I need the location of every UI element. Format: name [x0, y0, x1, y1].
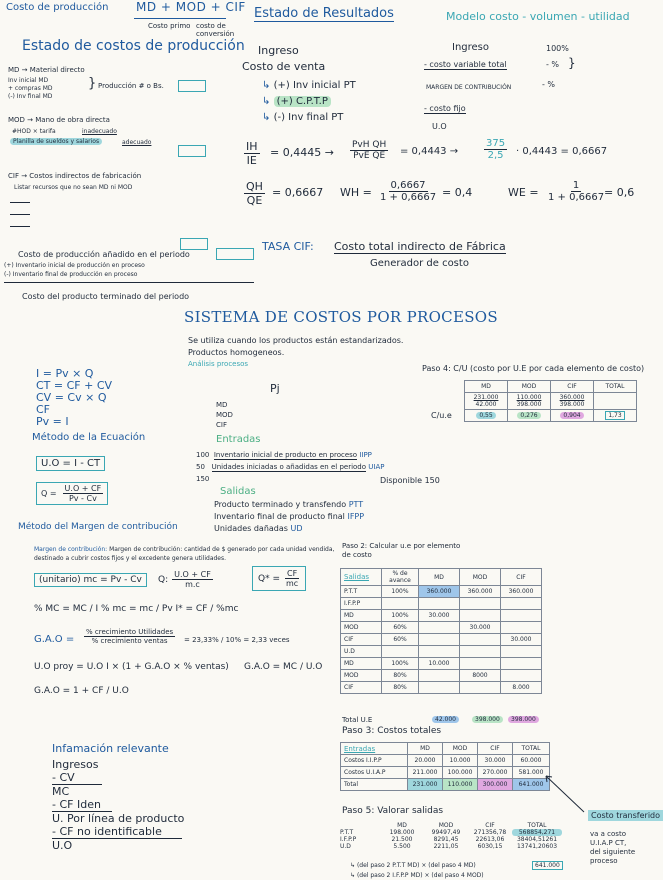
table-row — [340, 829, 562, 836]
uo-proy: U.O proy = U.O I × (1 + G.A.O × % ventas) — [34, 662, 229, 672]
ratio-ih-ie: $\frac{IH}{IE}$ — [246, 140, 258, 167]
table-cell — [460, 646, 501, 658]
modelo-margen: MARGEN DE CONTRIBUCIÓN — [426, 84, 512, 91]
cif-blank-line — [10, 226, 30, 227]
margen-def2: destinado a cubrir costos fijos y el excedente genera utilidades. — [34, 555, 227, 562]
prod-added: Costo de producción añadido en el periodo — [18, 250, 190, 259]
table-cell: P.T.T — [340, 829, 354, 836]
formula-cf: CF — [36, 403, 51, 416]
paso5-header: MD — [397, 822, 407, 829]
table-row — [341, 586, 542, 598]
cif-blank-line — [10, 202, 30, 203]
table-row — [341, 610, 542, 622]
table-cell: 211.000 — [408, 767, 443, 779]
table-row — [341, 670, 542, 682]
table-cell: Costos U.I.A.P — [341, 767, 408, 779]
md-brace: } — [88, 76, 97, 91]
info-title: Infamación relevante — [52, 742, 169, 755]
paso5-note2: ↳ (del paso 2 I.F.P.P MD) × (del paso 4 MOD) — [350, 872, 484, 879]
md-item: + compras MD — [8, 85, 53, 92]
table-cell: I.F.P.P — [341, 598, 382, 610]
table-row — [341, 646, 542, 658]
gao2: G.A.O = MC / U.O — [244, 662, 323, 672]
table-cell: 641.000 — [513, 779, 550, 791]
table-cell — [419, 598, 460, 610]
formula-underline — [134, 18, 226, 19]
ratio-we-val: = 0,6 — [604, 186, 635, 199]
paso4-cell: 360.000 398.000 — [551, 393, 594, 410]
gao-val: = 23,33% / 10% = 2,33 veces — [184, 636, 290, 644]
paso3-header: Entradas — [341, 743, 408, 755]
table-cell: 60% — [382, 634, 419, 646]
table-cell: 8000 — [460, 670, 501, 682]
table-cell: 30.000 — [478, 755, 513, 767]
paso2-header: MOD — [460, 569, 501, 586]
table-cell: MD — [341, 658, 382, 670]
table-cell: 270.000 — [478, 767, 513, 779]
paso4-header: CIF — [551, 381, 594, 393]
formula-cv: CV = Cv × Q — [36, 391, 107, 404]
inv-inicial-proceso: (+) Inventario inicial de producción en proceso — [4, 262, 145, 269]
table-cell: 100% — [382, 658, 419, 670]
paso3-header: TOTAL — [513, 743, 550, 755]
table-cell: 110.000 — [443, 779, 478, 791]
cpt-line: Costo del producto terminado del periodo — [22, 292, 190, 301]
pj-item: MD — [216, 401, 228, 409]
salidas-title: Salidas — [220, 486, 256, 497]
md-items — [8, 77, 53, 101]
cif-blank-line — [10, 214, 30, 215]
paso4-total: 1,73 — [594, 410, 637, 422]
sal-row-3: Unidades dañadas UD — [214, 524, 303, 533]
table-cell: 13741,20603 — [516, 843, 558, 850]
info-item: U. Por línea de producto — [52, 812, 185, 825]
table-cell: MOD — [341, 622, 382, 634]
paso5-total: 641.000 — [532, 861, 563, 870]
tasa-cif-numerator: Costo total indirecto de Fábrica — [334, 240, 506, 253]
table-row — [341, 682, 542, 694]
table-cell — [419, 646, 460, 658]
gao-frac: $\frac{\text{\% crecimiento Utilidades}}{\text{\% crecimiento ventas}}$ — [86, 628, 174, 645]
info-list — [52, 758, 184, 852]
paso3-title: Paso 3: Costos totales — [342, 726, 442, 736]
ratio-wh-val: = 0,4 — [442, 186, 473, 199]
table-cell — [460, 598, 501, 610]
table-cell — [501, 658, 542, 670]
q-mc: Q: $\frac{U.O + CF}{m.c}$ — [158, 570, 211, 589]
q-star: Q* = $\frac{CF}{mc}$ — [252, 566, 306, 591]
paso5-grid — [340, 822, 562, 850]
mod-note-inadecuado: inadecuado — [82, 128, 117, 135]
modelo-margen-pct: - % — [542, 80, 556, 89]
er-cptp: ↳ (+) C.P.T.P — [262, 96, 331, 107]
paso2-total: 42.000 — [432, 716, 459, 723]
sistema-line2: Productos homogeneos. — [188, 348, 285, 357]
estado-resultados-title: Estado de Resultados — [254, 6, 394, 21]
table-cell: 30.000 — [501, 634, 542, 646]
table-cell: 360.000 — [460, 586, 501, 598]
paso2-header: % de avance — [382, 569, 419, 586]
costo-produccion-label: Costo de producción — [6, 2, 109, 13]
paso3-table — [340, 742, 550, 791]
paso4-cell: 110.000 398.000 — [508, 393, 551, 410]
tasa-cif-label: TASA CIF: — [262, 240, 314, 253]
info-item: - CF Iden — [52, 798, 112, 812]
table-cell: MOD — [341, 670, 382, 682]
margen-def: Margen de contribución: Margen de contribución: cantidad de $ generado por cada unidad vendida, — [34, 546, 335, 553]
paso3-header: MD — [408, 743, 443, 755]
table-cell — [460, 610, 501, 622]
costo-conversion-label: costo de conversión — [196, 22, 235, 38]
gao3: G.A.O = 1 + CF / U.O — [34, 686, 129, 696]
table-cell: 99497,49 — [431, 829, 461, 836]
paso4-table — [428, 380, 637, 422]
ent-row-2: 50 Unidades iniciadas o añadidas en el periodo UIAP — [196, 463, 385, 471]
ratio-f-frac: $\frac{375}{2,5}$ — [486, 138, 506, 161]
transfer-line: proceso — [590, 857, 618, 865]
table-cell: 581.000 — [513, 767, 550, 779]
table-cell: CIF — [341, 682, 382, 694]
ratio-we-label: WE = — [508, 186, 539, 199]
md-item: (-) Inv final MD — [8, 93, 53, 100]
table-cell: 10.000 — [443, 755, 478, 767]
table-cell — [460, 634, 501, 646]
modelo-ingreso-pct: 100% — [546, 44, 569, 53]
modelo-uo: U.O — [432, 122, 447, 131]
disponible: Disponible 150 — [380, 476, 440, 485]
table-cell — [460, 682, 501, 694]
modelo-costo-variable: - costo variable total — [424, 60, 507, 69]
paso5-header: TOTAL — [527, 822, 547, 829]
paso4-result: 0,276 — [508, 410, 551, 422]
transfer-lines — [590, 830, 635, 866]
ratio-wh-frac: $\frac{0,6667}{1 + 0,6667}$ — [380, 180, 437, 203]
ent-row-3: 150 — [196, 475, 210, 483]
pct-mc: % MC = MC / I % mc = mc / Pv I* = CF / %mc — [34, 604, 239, 614]
table-row — [341, 598, 542, 610]
table-cell — [419, 622, 460, 634]
table-cell: U.D — [340, 843, 351, 850]
paso4-result: 0,55 — [465, 410, 508, 422]
modelo-costo-fijo: - costo fijo — [424, 104, 466, 113]
table-cell: 20.000 — [408, 755, 443, 767]
table-cell: 60.000 — [513, 755, 550, 767]
table-cell: Total — [341, 779, 408, 791]
mod-note-adecuado: adecuado — [122, 139, 152, 146]
paso5-note1: ↳ (del paso 2 P.T.T MD) × (del paso 4 MD) — [350, 862, 476, 869]
sistema-pj: Pj — [270, 382, 280, 395]
table-cell: 8.000 — [501, 682, 542, 694]
paso5-header: MOD — [438, 822, 454, 829]
table-cell — [382, 646, 419, 658]
inv-final-proceso: (-) Inventario final de producción en proceso — [4, 271, 138, 278]
table-cell: 6030,15 — [477, 843, 503, 850]
pj-items — [216, 400, 233, 430]
table-cell: U.D — [341, 646, 382, 658]
prod-added-box — [216, 248, 254, 260]
ratio-f-val: · 0,4443 = 0,6667 — [516, 146, 608, 157]
table-row — [341, 634, 542, 646]
uo-equation: U.O = I - CT — [36, 456, 105, 471]
modelo-bracket-icon: } — [568, 56, 576, 70]
info-item: Ingresos — [52, 758, 99, 771]
ratio-we-frac: $\frac{1}{1 + 0,6667}$ — [548, 180, 605, 203]
er-ingreso: Ingreso — [258, 44, 299, 57]
table-cell — [501, 622, 542, 634]
metodo-margen: Método del Margen de contribución — [18, 522, 178, 532]
formula-pv: Pv = I — [36, 415, 69, 428]
sistema-line3: Análisis procesos — [188, 360, 249, 368]
table-cell: 231.000 — [408, 779, 443, 791]
paso2-header: CIF — [501, 569, 542, 586]
paso4-header: MOD — [508, 381, 551, 393]
table-cell — [501, 598, 542, 610]
table-cell: 80% — [382, 682, 419, 694]
estado-costos-title: Estado de costos de producción — [22, 38, 245, 54]
ratio-wh-label: WH = — [340, 186, 372, 199]
table-cell: 198.000 — [389, 829, 415, 836]
pj-item: CIF — [216, 421, 227, 429]
table-cell: 271356,78 — [473, 829, 507, 836]
md-result: Producción # o Bs. — [98, 82, 164, 90]
paso4-title: Paso 4: C/U (costo por U.E por cada elemento de costo) — [422, 364, 645, 373]
md-item: Inv inicial MD — [8, 77, 49, 84]
sistema-line1: Se utiliza cuando los productos están estandarizados. — [188, 336, 404, 345]
ent-row-1: 100 Inventario inicial de producto en proceso IIPP — [196, 451, 372, 459]
table-cell: 10.000 — [419, 658, 460, 670]
transfer-line: del siguiente — [590, 848, 636, 856]
transfer-arrow-icon — [540, 772, 590, 816]
table-cell — [501, 646, 542, 658]
table-cell — [501, 610, 542, 622]
gao-label: G.A.O = — [34, 634, 75, 645]
table-row — [341, 622, 542, 634]
table-cell — [419, 682, 460, 694]
paso2-total: 398.000 — [472, 716, 503, 723]
unit-mc: (unitario) mc = Pv - Cv — [34, 573, 147, 587]
sistema-title: SISTEMA DE COSTOS POR PROCESOS — [184, 308, 498, 326]
paso5-header: CIF — [485, 822, 495, 829]
table-cell — [419, 670, 460, 682]
paso2-total: 398.000 — [508, 716, 539, 723]
paso4-label: C/u.e — [431, 411, 452, 420]
paso2-table — [340, 568, 542, 694]
table-cell: 100% — [382, 586, 419, 598]
table-cell: 2211,05 — [433, 843, 459, 850]
table-cell: Costos I.I.P.P — [341, 755, 408, 767]
paso4-header: TOTAL — [594, 381, 637, 393]
er-inv-inicial: ↳ (+) Inv inicial PT — [262, 80, 356, 91]
table-cell — [419, 634, 460, 646]
er-costo-venta: Costo de venta — [242, 60, 326, 73]
modelo-ingreso: Ingreso — [452, 42, 490, 53]
costo-primo-label: Costo primo — [148, 22, 191, 30]
ratio-qh-val: = 0,6667 — [272, 186, 324, 199]
transfer-title: Costo transferido — [588, 810, 663, 821]
mod-line: MOD → Mano de obra directa — [8, 116, 110, 124]
paso2-header: Salidas — [341, 569, 382, 586]
left-formulas — [36, 368, 112, 428]
pj-item: MOD — [216, 411, 233, 419]
modelo-title: Modelo costo - volumen - utilidad — [446, 10, 630, 23]
table-cell — [501, 670, 542, 682]
entradas-title: Entradas — [216, 434, 261, 445]
q-equation: Q = $\frac{U.O + CF}{Pv - Cv}$ — [36, 482, 108, 505]
table-cell: 38404,51261 — [516, 836, 558, 843]
info-item: - CV — [52, 771, 102, 785]
metodo-ecuacion: Método de la Ecuación — [32, 432, 146, 443]
ratio-qh-qe: $\frac{QH}{QE}$ — [246, 180, 263, 207]
sal-row-2: Inventario final de producto final IFPP — [214, 512, 365, 521]
info-item: - CF no identificable — [52, 825, 182, 839]
table-cell — [382, 598, 419, 610]
table-cell: 21.500 — [391, 836, 413, 843]
table-cell: 568854,271 — [512, 829, 562, 836]
sal-row-1: Producto terminado y transfendo PTT — [214, 500, 364, 509]
md-result-box — [178, 80, 206, 92]
paso4-header: MD — [465, 381, 508, 393]
table-cell: 100.000 — [443, 767, 478, 779]
cpt-divider — [4, 282, 254, 283]
formula-ct: CT = CF + CV — [36, 379, 113, 392]
modelo-cv-pct: - % — [546, 60, 560, 69]
paso2-total-label: Total U.E — [342, 716, 373, 724]
table-cell: I.F.P.P — [340, 836, 357, 843]
mod-item-planilla: Planilla de sueldos y salarios — [10, 138, 102, 145]
table-cell: 60% — [382, 622, 419, 634]
cif-sub: Listar recursos que no sean MD ni MOD — [14, 184, 133, 191]
table-cell: 22613,06 — [475, 836, 505, 843]
table-row — [341, 767, 550, 779]
mod-result-box — [178, 145, 206, 157]
table-cell: MD — [341, 610, 382, 622]
info-item: U.O — [52, 839, 73, 852]
tasa-cif-denominator: Generador de costo — [370, 258, 469, 269]
ratio-pv-val: = 0,4443 → — [400, 146, 459, 157]
ratio-ih-val: = 0,4445 → — [270, 146, 334, 159]
table-row — [340, 843, 562, 850]
info-item: MC — [52, 785, 70, 798]
table-cell: 5.500 — [393, 843, 411, 850]
paso4-cell: 231.000 42.000 — [465, 393, 508, 410]
ratio-pv-frac: $\frac{\text{PvH QH}}{\text{PvE QE}}$ — [352, 140, 387, 161]
table-cell: P.T.T — [341, 586, 382, 598]
table-row — [341, 779, 550, 791]
paso2-title: Paso 2: Calcular u.e por elemento de costo — [342, 542, 461, 559]
cif-line: CIF → Costos indirectos de fabricación — [8, 172, 142, 180]
table-cell: 8291,45 — [433, 836, 459, 843]
table-cell: 360.000 — [501, 586, 542, 598]
table-cell — [460, 658, 501, 670]
table-cell: 300.000 — [478, 779, 513, 791]
table-cell: 80% — [382, 670, 419, 682]
table-cell: 100% — [382, 610, 419, 622]
table-cell: CIF — [341, 634, 382, 646]
paso2-header: MD — [419, 569, 460, 586]
table-cell: 30.000 — [460, 622, 501, 634]
table-cell: 360.000 — [419, 586, 460, 598]
paso3-header: CIF — [478, 743, 513, 755]
transfer-line: U.I.A.P CT, — [590, 839, 627, 847]
transfer-line: va a costo — [590, 830, 626, 838]
formula-ingreso: I = Pv × Q — [36, 367, 94, 380]
mod-item-tarifa: #HOD × tarifa — [12, 128, 56, 135]
paso4-result: 0,904 — [551, 410, 594, 422]
table-cell: 30.000 — [419, 610, 460, 622]
table-row — [341, 755, 550, 767]
paso3-header: MOD — [443, 743, 478, 755]
paso5-title: Paso 5: Valorar salidas — [342, 806, 444, 816]
table-row — [340, 836, 562, 843]
cif-result-box — [180, 238, 208, 250]
costo-produccion-formula: MD + MOD + CIF — [136, 0, 246, 14]
er-inv-final: ↳ (-) Inv final PT — [262, 112, 344, 123]
table-row — [341, 658, 542, 670]
md-line: MD → Material directo — [8, 66, 85, 74]
